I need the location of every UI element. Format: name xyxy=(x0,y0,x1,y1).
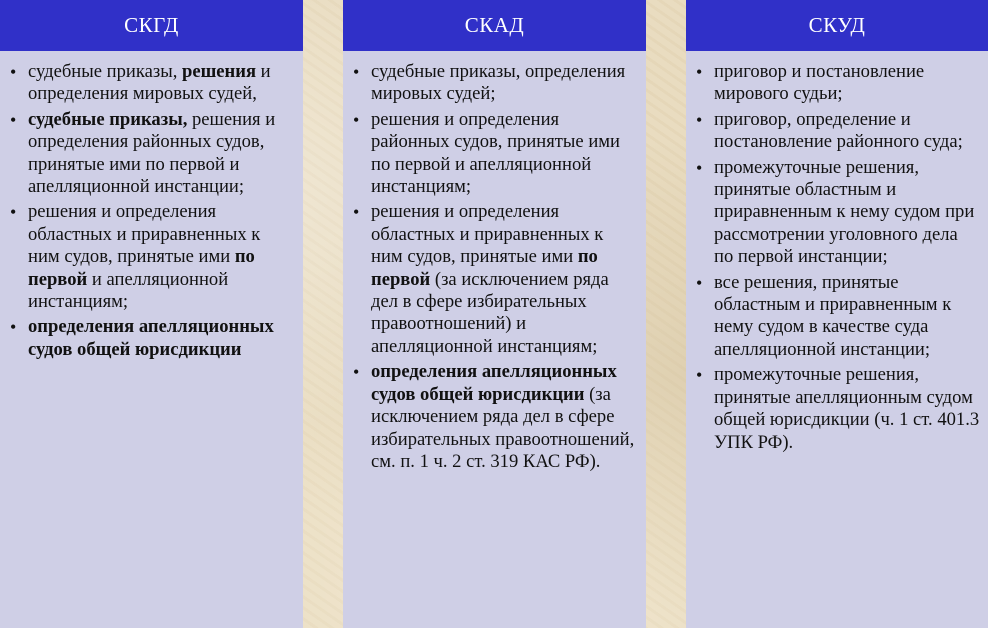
text: промежуточные решения, принятые апелляционным судом общей юрисдикции (ч. 1 ст. 401.3 УПК РФ). xyxy=(714,364,980,453)
text: судебные приказы, xyxy=(28,61,182,82)
column-header: СКГД xyxy=(0,0,303,51)
text: и апелляционной инстанциям; xyxy=(28,268,229,313)
item-list xyxy=(343,51,646,473)
bold-text: по первой xyxy=(371,246,598,290)
text: (за исключением ряда дел в сфере избирательных правоотношений, см. п. 1 ч. 2 ст. 319 КАС РФ). xyxy=(371,383,635,472)
text: и определения мировых судей, xyxy=(28,61,271,105)
text: приговор, определение и постановление районного суда; xyxy=(714,108,963,153)
text: (за исключением ряда дел в сфере избирательных правоотношений) и апелляционной инстанциям; xyxy=(371,268,609,357)
text: судебные приказы, определения мировых судей; xyxy=(371,61,626,105)
item-list xyxy=(686,51,988,454)
list-item xyxy=(694,364,980,454)
text: решения и определения районных судов, принятые ими по первой и апелляционной инстанциям; xyxy=(371,108,620,198)
list-item xyxy=(8,109,295,199)
list-item xyxy=(694,272,980,362)
list-item xyxy=(694,109,980,154)
list-item xyxy=(351,61,638,106)
text: решения и определения областных и приравненных к ним судов, принятые ими xyxy=(371,201,604,268)
text: приговор и постановление мирового судьи; xyxy=(714,61,925,105)
column-header: СКУД xyxy=(686,0,988,51)
text: все решения, принятые областным и приравненным к нему судом в качестве суда апелляционной инстанции; xyxy=(714,271,952,360)
list-item xyxy=(8,61,295,106)
list-item xyxy=(351,361,638,473)
text: решения и определения областных и приравненных к ним судов, принятые ими xyxy=(28,201,261,268)
column-skud xyxy=(686,0,988,628)
column-skad xyxy=(343,0,646,628)
text: промежуточные решения, принятые областным и приравненным к нему судом при рассмотрении уголовного дела по первой инстанции; xyxy=(714,156,975,268)
item-list xyxy=(0,51,303,361)
list-item xyxy=(8,201,295,313)
list-item xyxy=(694,61,980,106)
text: решения и определения районных судов, принятые ими по первой и апелляционной инстанции; xyxy=(28,108,276,198)
column-skgd xyxy=(0,0,303,628)
bold-text: решения xyxy=(182,61,257,82)
list-item xyxy=(694,157,980,269)
bold-text: определения апелляционных судов общей юрисдикции xyxy=(28,316,274,360)
bold-text: определения апелляционных судов общей юрисдикции xyxy=(371,361,617,405)
bold-text: по первой xyxy=(28,246,255,290)
column-header: СКАД xyxy=(343,0,646,51)
list-item xyxy=(351,201,638,358)
list-item xyxy=(8,316,295,361)
list-item xyxy=(351,109,638,199)
bold-text: судебные приказы, xyxy=(28,108,188,130)
